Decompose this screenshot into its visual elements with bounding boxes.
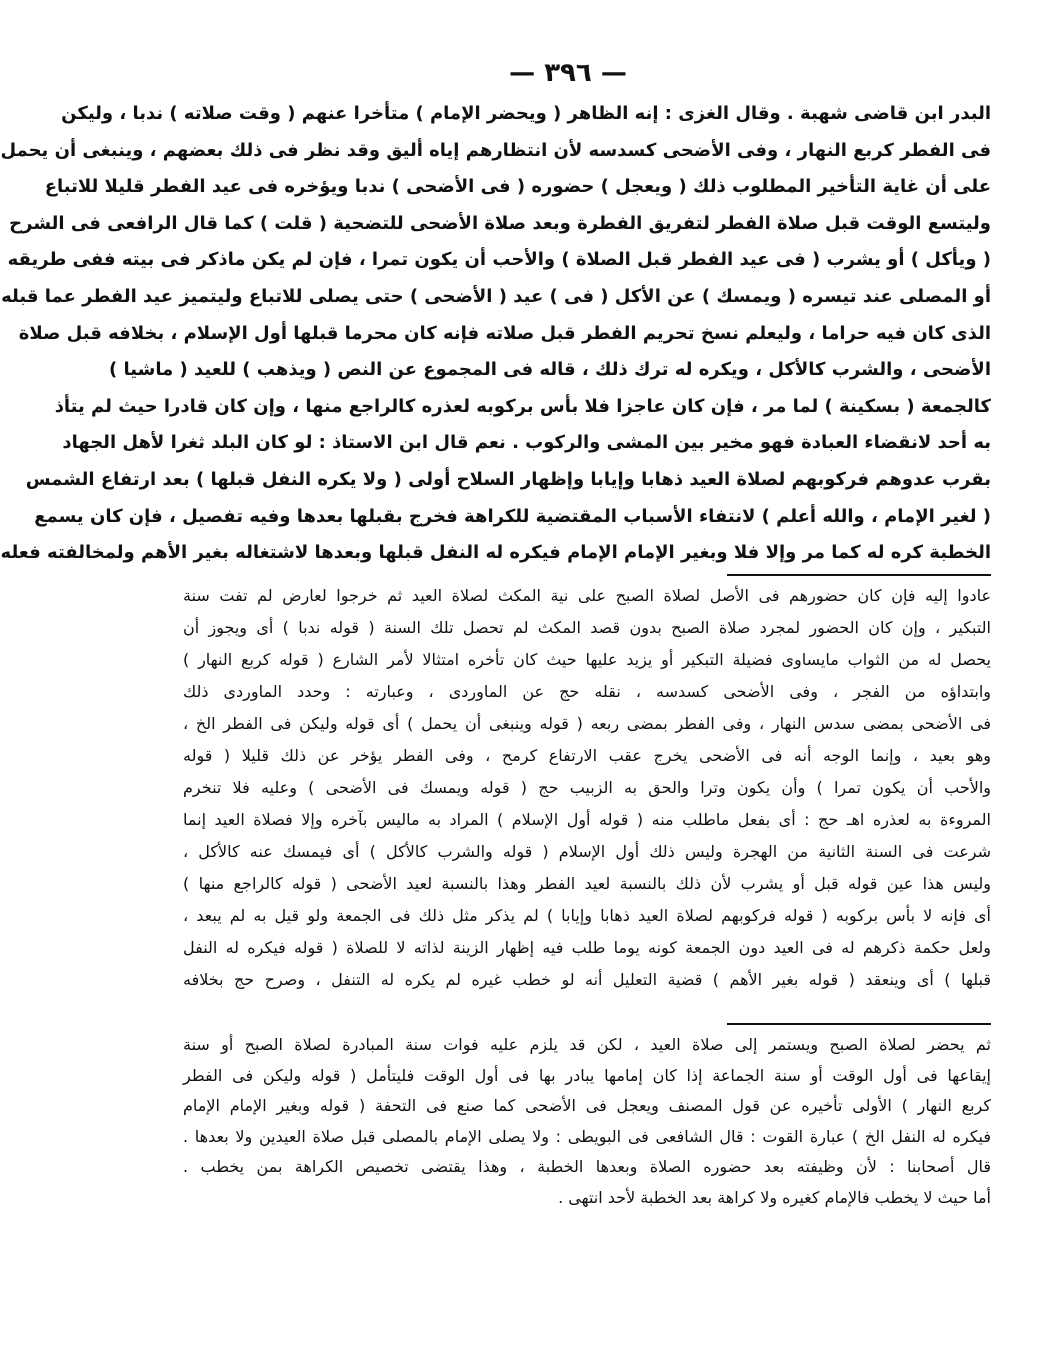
main-text-line: على أن غاية التأخير المطلوب ذلك ( ويعجل ) حضوره ( فى الأضحى ) ندبا ويؤخره فى عيد الفطر قليلا للاتباع <box>44 176 991 198</box>
commentary-line: أى فإنه لا بأس بركوبه ( قوله فركوبهم لصلاة العيد ذهابا وإيابا ) لم يذكر مثل ذلك فى الجمعة ولو قيل به لم يبعد ، <box>183 906 991 925</box>
commentary-line: والأحب أن يكون تمرا ) وأن يكون وترا والحق به الزبيب حج ( قوله ويمسك فى الأضحى ) وعليه فلا تنخرم <box>183 778 991 797</box>
margin-notes-divider <box>727 1023 991 1025</box>
margin-note-line: إيقاعها فى أول الوقت أو سنة الجماعة إذا كان إمامها يبادر بها فى أول الوقت فليتأمل ( قوله وليكن فى الفطر <box>183 1065 991 1085</box>
margin-note-line: أما حيث لا يخطب فالإمام كغيره ولا كراهة بعد الخطبة لأحد انتهى . <box>558 1187 991 1207</box>
commentary-line: قبلها ) أى وينعقد ( قوله بغير الأهم ) قضية التعليل أنه لو خطب غيره لم يكره له التنفل ، وصرح حج بخلافه <box>183 970 991 989</box>
main-text-line: بقرب عدوهم فركوبهم لصلاة العيد ذهابا وإيابا وإظهار السلاح أولى ( ولا يكره النفل قبلها ) بعد ارتفاع الشمس <box>25 468 991 490</box>
main-text-line: الخطبة كره له كما مر وإلا فلا وبغير الإمام الإمام فيكره له النفل قبلها وبعدها لاشتغاله بغير الأهم ولمخالفته فعله <box>0 542 991 564</box>
commentary-line: التبكير ، وإن كان الحضور لمجرد صلاة الصبح بدون قصد المكث لم تحصل تلك السنة ( قوله ندبا ) أى ويجوز أن <box>183 618 991 637</box>
margin-notes-text <box>183 1030 991 1213</box>
main-text-line: كالجمعة ( بسكينة ) لما مر ، فإن كان عاجزا فلا بأس بركوبه لعذره كالراجع منها ، وإن كان قادرا حيث لم يتأذ <box>54 395 991 417</box>
commentary-line: فى الأضحى بمضى سدس النهار ، وفى الفطر بمضى ربعه ( قوله وينبغى أن يحمل ) أى قوله وليكن فى الفطر الخ ، <box>183 714 991 733</box>
main-text-line: الذى كان فيه حراما ، وليعلم نسخ تحريم الفطر قبل صلاته فإنه كان محرما قبلها أول الإسلام ، بخلافه قبل صلاة <box>18 322 991 344</box>
margin-note-line: ثم يحضر لصلاة الصبح ويستمر إلى صلاة العيد ، لكن قد يلزم عليه فوات سنة المبادرة لصلاة الصبح أو سنة <box>183 1035 991 1054</box>
main-text-line: ( ويأكل ) أو يشرب ( فى عيد الفطر قبل الصلاة ) والأحب أن يكون تمرا ، فإن لم يكن ماذكر فى بيته ففى طريقه <box>7 249 991 271</box>
commentary-line: المروءة به لعذره اهـ حج : أى بفعل ماطلب منه ( قوله أول الإسلام ) المراد به ماليس بآخره وإلا فصلاة العيد إنما <box>183 810 991 829</box>
main-text-line: فى الفطر كربع النهار ، وفى الأضحى كسدسه لأن انتظارهم إياه أليق وقد نظر فى ذلك بعضهم ، وينبغى أن يحمل <box>0 139 991 161</box>
commentary-line: وهو بعيد ، وإنما الوجه أنه فى الأضحى يخرج عقب الارتفاع كرمح ، وفى الفطر يؤخر عن ذلك قليلا ( قوله <box>183 746 991 765</box>
main-text-line: البدر ابن قاضى شهبة . وقال الغزى : إنه الظاهر ( ويحضر الإمام ) متأخرا عنهم ( وقت صلاته ) ندبا ، وليكن <box>61 103 991 124</box>
margin-note-line: فيكره له النفل الخ ) عبارة القوت : قال الشافعى فى البويطى : ولا يصلى الإمام بالمصلى قبل صلاة العيدين ولا بعدها . <box>183 1126 991 1146</box>
commentary-line: يحصل له من الثواب مايساوى فضيلة التبكير أو يزيد عليها حيث كان تأخره امتثالا لأمر الشارع ( قوله كربع النهار ) <box>183 650 991 669</box>
main-text-line: به أحد لانقضاء العبادة فهو مخير بين المشى والركوب . نعم قال ابن الاستاذ : لو كان البلد ثغرا لأهل الجهاد <box>62 432 991 454</box>
commentary-line: شرعت فى السنة الثانية من الهجرة وليس ذلك أول الإسلام ( قوله والشرب كالأكل ) أى فيمسك عنه كالأكل ، <box>183 842 991 861</box>
commentary-line: وابتداؤه من الفجر ، وفى الأضحى كسدسه ، نقله حج عن الماوردى ، وعبارته : وحدد الماوردى ذلك <box>183 682 991 701</box>
margin-note-line: كربع النهار ) الأولى تأخيره عن قول المصنف ويعجل فى الأضحى كما صنع فى التحفة ( قوله وبغير الإمام الإمام <box>183 1096 991 1115</box>
main-text-line: الأضحى ، والشرب كالأكل ، ويكره له ترك ذلك ، قاله فى المجموع عن النص ( ويذهب ) للعيد ( ماشيا ) <box>109 359 991 381</box>
margin-note-line: قال أصحابنا : لأن وظيفته بعد حضوره الصلاة وبعدها الخطبة ، وهذا يقتضى تخصيص الكراهة بمن يخطب . <box>183 1157 991 1176</box>
main-text-line: ( لغير الإمام ، والله أعلم ) لانتفاء الأسباب المقتضية للكراهة فخرج بقبلها بعدها وفيه تفصيل ، فإن كان يسمع <box>34 505 991 527</box>
page-number: — ٣٩٦ — <box>509 58 627 88</box>
main-text <box>0 96 991 572</box>
commentary-line: وليس هذا عين قوله قبل أو يشرب لأن ذلك بالنسبة لعيد الفطر وهذا بالنسبة لعيد الأضحى ( قوله كالراجع منها ) <box>183 874 991 893</box>
commentary-line: عادوا إليه فإن كان حضورهم فى الأصل لصلاة الصبح على نية المكث لصلاة العيد ثم خرجوا لعارض لم تفت سنة <box>183 586 991 605</box>
main-text-line: أو المصلى عند تيسره ( ويمسك ) عن الأكل ( فى ) عيد ( الأضحى ) حتى يصلى للاتباع وليتميز عيد الفطر عما قبله <box>1 285 991 307</box>
commentary-line: ولعل حكمة ذكرهم له فى العيد دون الجمعة كونه يوما طلب فيه إظهار الزينة لذاته لا للصلاة ( قوله فيكره له النفل <box>183 938 991 957</box>
footnote-divider <box>727 574 991 576</box>
commentary-text <box>183 580 991 996</box>
main-text-line: وليتسع الوقت قبل صلاة الفطر لتفريق الفطرة وبعد صلاة الأضحى للتضحية ( قلت ) كما قال الرافعى فى الشرح <box>9 212 991 234</box>
